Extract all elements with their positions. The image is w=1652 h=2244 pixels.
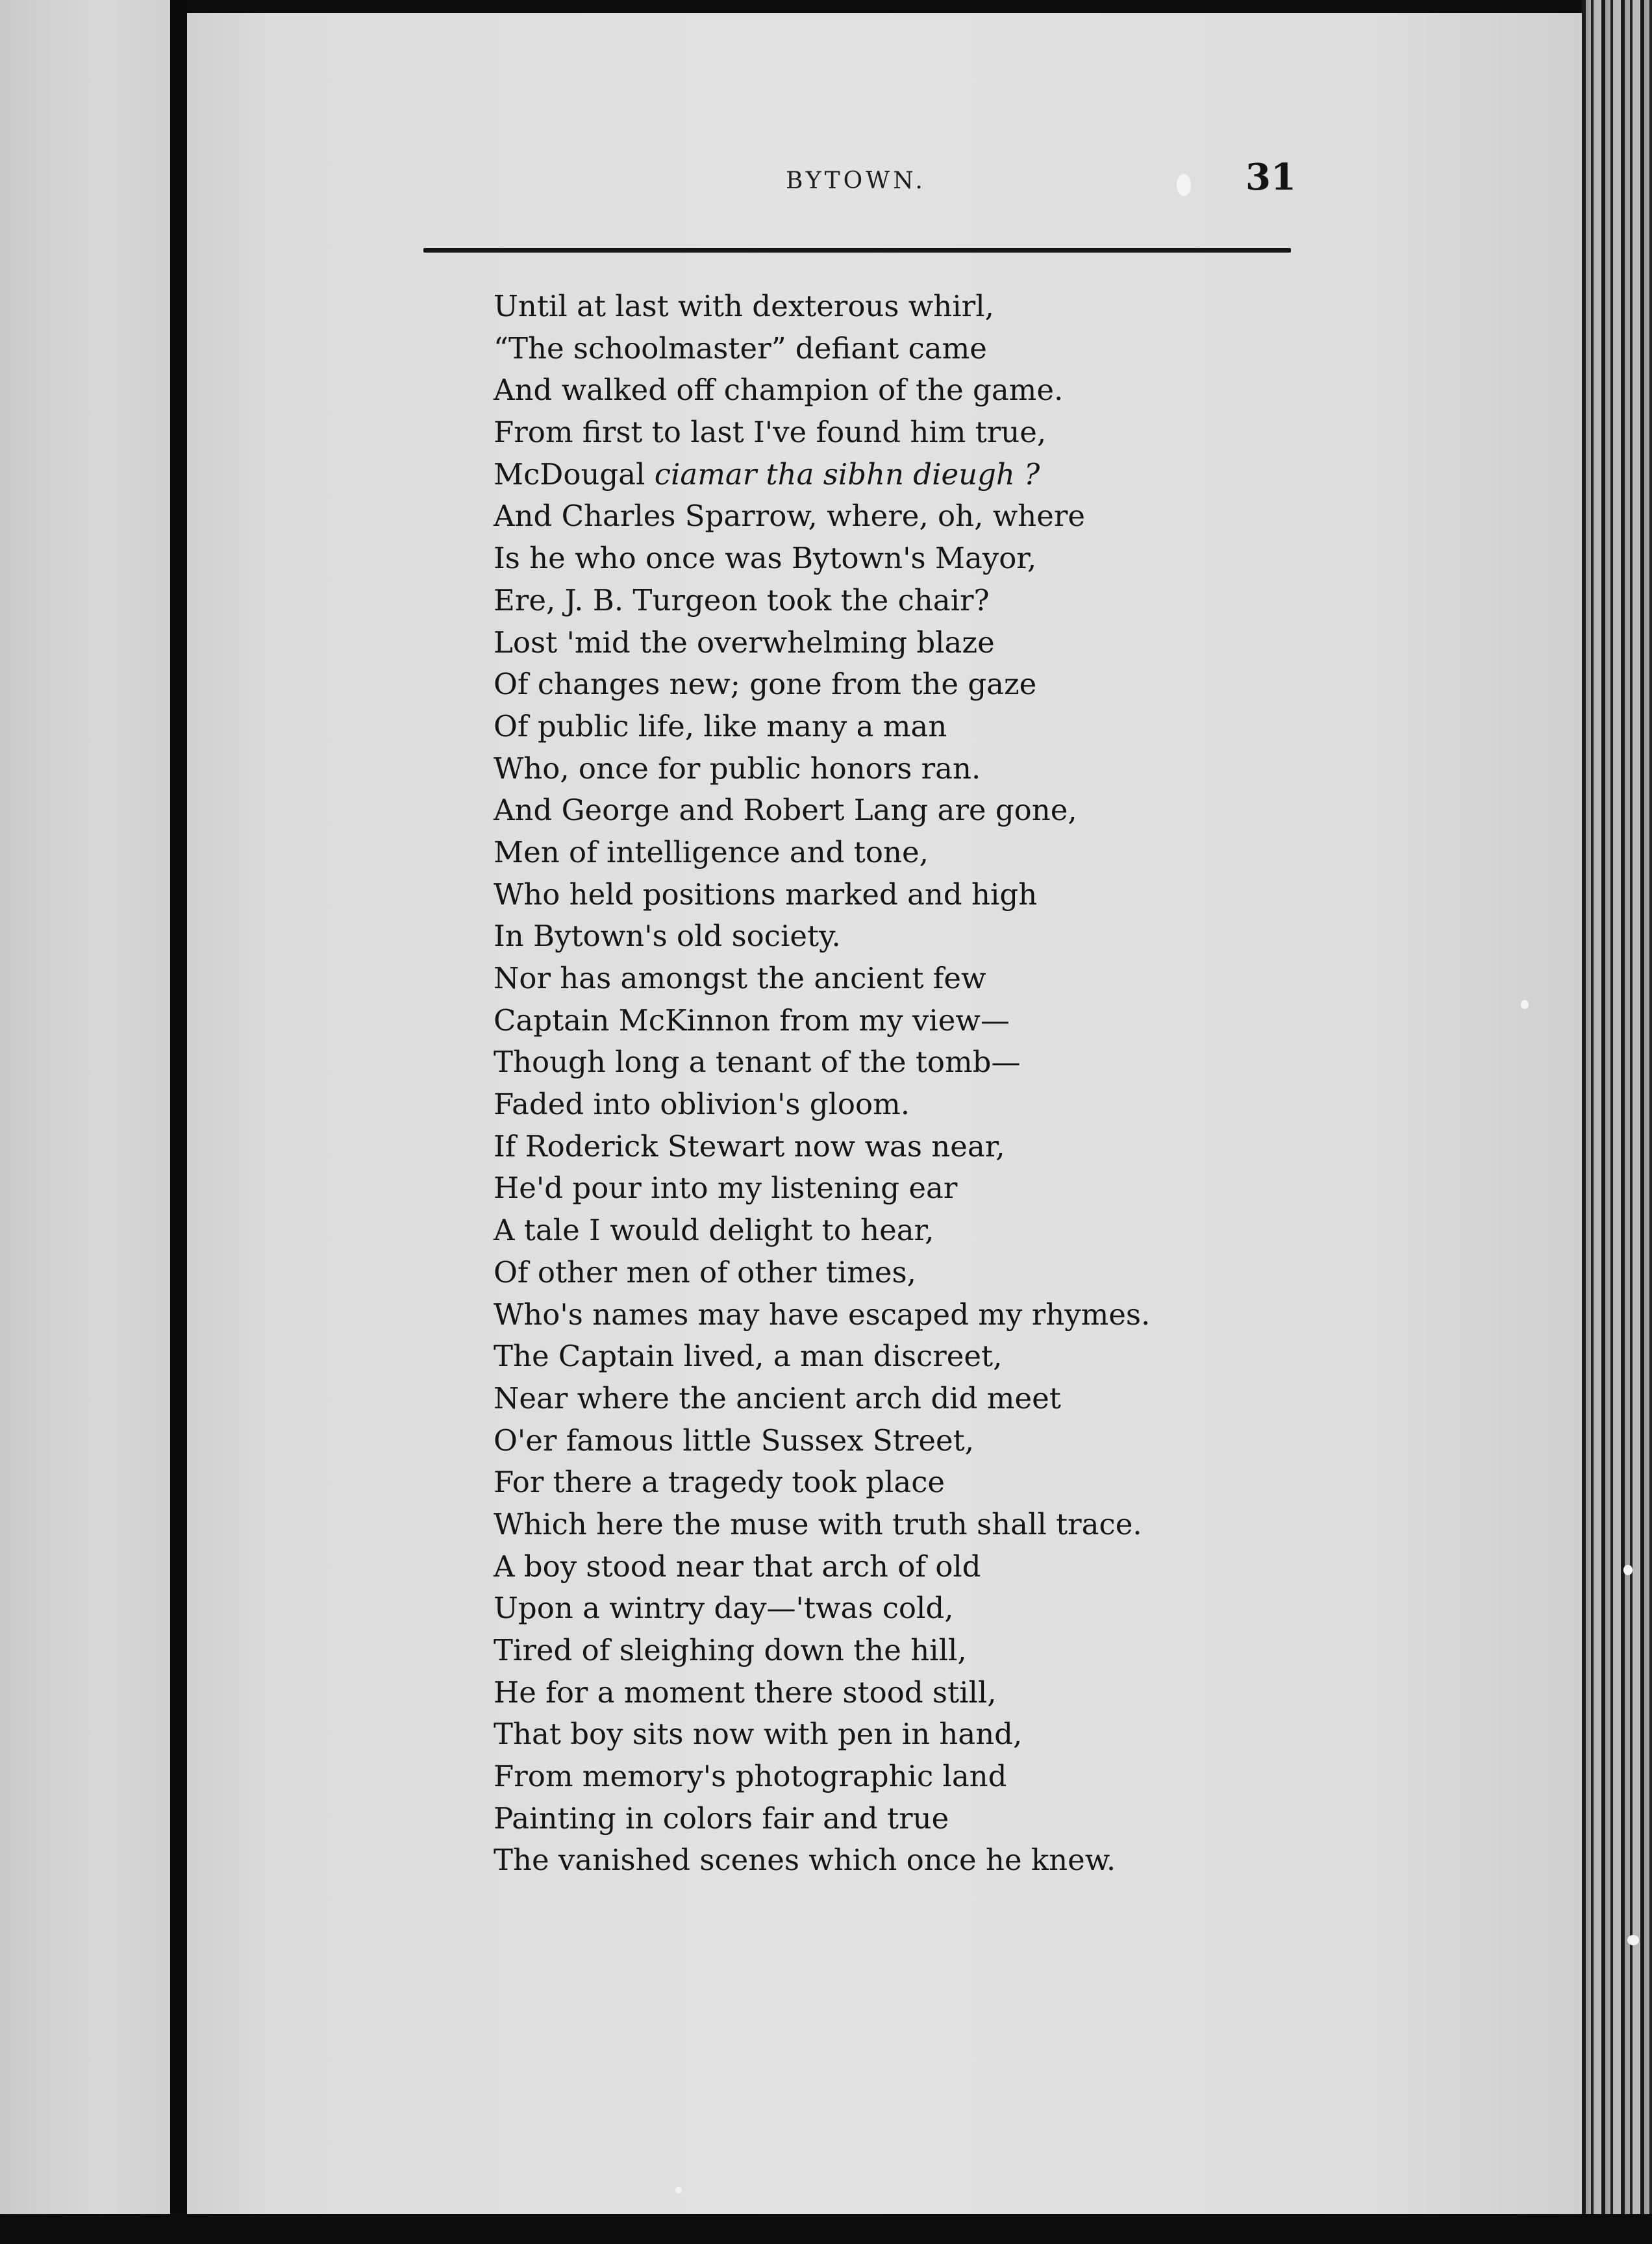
poem-line: That boy sits now with pen in hand, [494, 1717, 1023, 1752]
poem-line: Faded into oblivion's gloom. [494, 1087, 910, 1122]
paper-speck [1177, 174, 1191, 196]
paper-speck [1521, 1000, 1529, 1009]
poem-line: For there a tragedy took place [494, 1465, 945, 1500]
gaelic-phrase: ciamar tha sibhn dieugh ? [654, 456, 1040, 492]
poem-line: Of other men of other times, [494, 1254, 916, 1290]
running-head: BYTOWN. [786, 168, 926, 194]
poem-line: Near where the ancient arch did meet [494, 1380, 1061, 1415]
poem-line: A tale I would delight to hear, [494, 1213, 934, 1248]
poem-line: Lost 'mid the overwhelming blaze [494, 625, 995, 660]
poem-line: “The schoolmaster” defiant came [494, 330, 987, 366]
poem-line: And Charles Sparrow, where, oh, where [494, 499, 1085, 534]
poem-line: Which here the muse with truth shall trace. [494, 1506, 1142, 1541]
poem-line: If Roderick Stewart now was near, [494, 1128, 1005, 1164]
poem-line: Until at last with dexterous whirl, [494, 289, 994, 323]
paper-speck [1623, 1565, 1633, 1575]
poem-line: Upon a wintry day—'twas cold, [494, 1591, 954, 1626]
poem-line: Who, once for public honors ran. [494, 751, 981, 786]
poem-line: Of changes new; gone from the gaze [494, 667, 1037, 702]
poem-line: In Bytown's old society. [494, 919, 841, 954]
header-rule [423, 248, 1291, 253]
poem-line: And walked off champion of the game. [494, 373, 1064, 408]
paper-speck [1627, 1935, 1639, 1945]
poem-line: O'er famous little Sussex Street, [494, 1423, 974, 1458]
poem-line: Nor has amongst the ancient few [494, 961, 986, 995]
poem-line: Who held positions marked and high [494, 877, 1038, 912]
poem-line: Of public life, like many a man [494, 708, 947, 743]
poem-line: Though long a tenant of the tomb— [494, 1045, 1021, 1080]
poem-line: A boy stood near that arch of old [494, 1549, 981, 1584]
poem-line: From first to last I've found him true, [494, 415, 1047, 450]
poem-line: He'd pour into my listening ear [494, 1171, 958, 1206]
scan-bottom-border [0, 2214, 1652, 2244]
poem-text [494, 286, 1468, 1882]
poem-line: Tired of sleighing down the hill, [494, 1633, 967, 1667]
page-number: 31 [1245, 156, 1296, 199]
page-stack-edge [1582, 0, 1652, 2244]
poem-line-gaelic [494, 454, 1468, 496]
previous-page-edge [0, 0, 170, 2244]
poem-line: Painting in colors fair and true [494, 1801, 949, 1836]
poem-line: The Captain lived, a man discreet, [494, 1339, 1003, 1374]
poem-line: And George and Robert Lang are gone, [494, 793, 1077, 828]
poem-line: Captain McKinnon from my view— [494, 1003, 1010, 1038]
book-gutter [170, 0, 187, 2244]
poem-line: The vanished scenes which once he knew. [494, 1843, 1116, 1878]
poem-line-name: McDougal [494, 456, 645, 492]
poem-line: Is he who once was Bytown's Mayor, [494, 541, 1037, 576]
poem-line: Who's names may have escaped my rhymes. [494, 1297, 1151, 1332]
scan-top-border [0, 0, 1652, 13]
poem-line: Men of intelligence and tone, [494, 834, 929, 869]
poem-line: From memory's photographic land [494, 1759, 1007, 1794]
paper-speck [675, 2187, 682, 2193]
poem-line: Ere, J. B. Turgeon took the chair? [494, 582, 990, 617]
poem-line: He for a moment there stood still, [494, 1675, 997, 1710]
